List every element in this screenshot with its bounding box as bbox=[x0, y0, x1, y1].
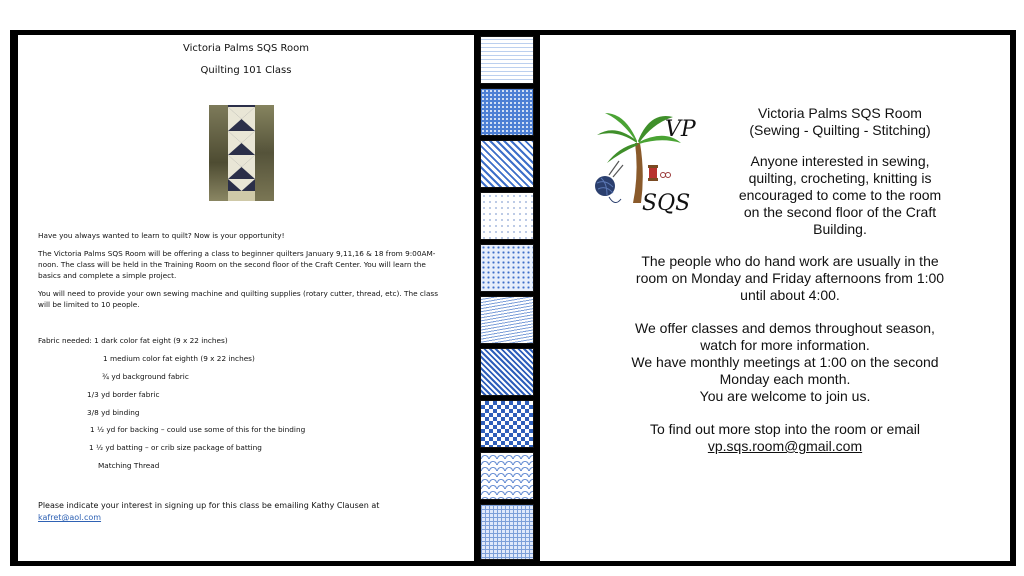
quilt-runner-photo bbox=[209, 105, 274, 201]
scissors-icon bbox=[661, 173, 671, 178]
logo-sqs-text: SQS bbox=[642, 191, 691, 215]
text-line: room on Monday and Friday afternoons from 1:00 bbox=[635, 270, 945, 286]
thread-spool-icon bbox=[648, 165, 658, 181]
signup-instructions: Please indicate your interest in signing up for this class be emailing Kathy Clausen at bbox=[38, 501, 380, 510]
fabric-swatch bbox=[480, 88, 534, 136]
text-line: We have monthly meetings at 1:00 on the second bbox=[631, 354, 939, 370]
intro-question: Have you always wanted to learn to quilt? Now is your opportunity! bbox=[38, 231, 285, 240]
fabric-swatch bbox=[480, 452, 534, 500]
fabric-list-item: 3/8 yd binding bbox=[87, 408, 140, 417]
room-heading bbox=[720, 105, 960, 139]
fabric-list-item: Matching Thread bbox=[98, 461, 160, 470]
fabric-swatch-strip bbox=[478, 34, 536, 562]
fabric-swatch bbox=[480, 244, 534, 292]
flyer-title: Victoria Palms SQS Room bbox=[183, 43, 309, 54]
sqs-room-flyer bbox=[540, 35, 1010, 561]
fabric-list-item: 1/3 yd border fabric bbox=[87, 390, 160, 399]
text-line: Building. bbox=[813, 221, 867, 237]
classes-text bbox=[580, 320, 990, 405]
find-out-text: To find out more stop into the room or email bbox=[649, 421, 921, 437]
signup-email-link[interactable]: kafret@aol.com bbox=[38, 513, 102, 522]
class-details-paragraph: The Victoria Palms SQS Room will be offering a class to beginner quilters January 9,11,16 & 18 from 9:00AM-noon. The class will be held in the Training Room on the second floor of the Craft Center. You will learn the basics and complete a simple project. bbox=[38, 249, 436, 280]
fabric-swatch bbox=[480, 296, 534, 344]
fabric-swatch bbox=[480, 192, 534, 240]
fabric-list-item: 1 ½ yd for backing – could use some of this for the binding bbox=[90, 425, 306, 434]
text-line: until about 4:00. bbox=[740, 287, 840, 303]
fabric-swatch bbox=[480, 504, 534, 560]
heading-line: Victoria Palms SQS Room bbox=[758, 105, 922, 121]
quilting-class-flyer bbox=[18, 35, 474, 561]
text-line: quilting, crocheting, knitting is bbox=[748, 170, 932, 186]
hand-work-text bbox=[590, 253, 990, 304]
text-line: encouraged to come to the room bbox=[738, 187, 942, 203]
flyer-subtitle: Quilting 101 Class bbox=[200, 65, 292, 76]
fabric-list-item: 1 ½ yd batting – or crib size package of batting bbox=[89, 443, 262, 452]
fabric-swatch bbox=[480, 36, 534, 84]
fabric-swatch bbox=[480, 400, 534, 448]
logo-vp-text: VP bbox=[665, 117, 696, 142]
fabric-swatch bbox=[480, 348, 534, 396]
text-line: watch for more information. bbox=[700, 337, 870, 353]
yarn-ball-icon bbox=[595, 161, 623, 203]
intro-text bbox=[715, 153, 965, 238]
fabric-swatch bbox=[480, 140, 534, 188]
text-line: You are welcome to join us. bbox=[699, 388, 871, 404]
text-line: We offer classes and demos throughout season, bbox=[635, 320, 935, 336]
text-line: The people who do hand work are usually in the bbox=[641, 253, 939, 269]
vp-sqs-logo bbox=[595, 103, 715, 215]
contact-email-link[interactable]: vp.sqs.room@gmail.com bbox=[707, 438, 863, 454]
text-line: Anyone interested in sewing, bbox=[750, 153, 930, 169]
text-line: on the second floor of the Craft bbox=[743, 204, 937, 220]
fabric-list-item: 1 medium color fat eighth (9 x 22 inches) bbox=[103, 354, 255, 363]
text-line: Monday each month. bbox=[719, 371, 851, 387]
supplies-paragraph: You will need to provide your own sewing machine and quilting supplies (rotary cutter, thread, etc). The class will be limited to 10 people. bbox=[38, 289, 439, 309]
heading-line: (Sewing - Quilting - Stitching) bbox=[749, 122, 931, 138]
fabric-list-item: ¾ yd background fabric bbox=[102, 372, 189, 381]
fabric-needed-label: Fabric needed: 1 dark color fat eight (9 x 22 inches) bbox=[38, 336, 228, 345]
